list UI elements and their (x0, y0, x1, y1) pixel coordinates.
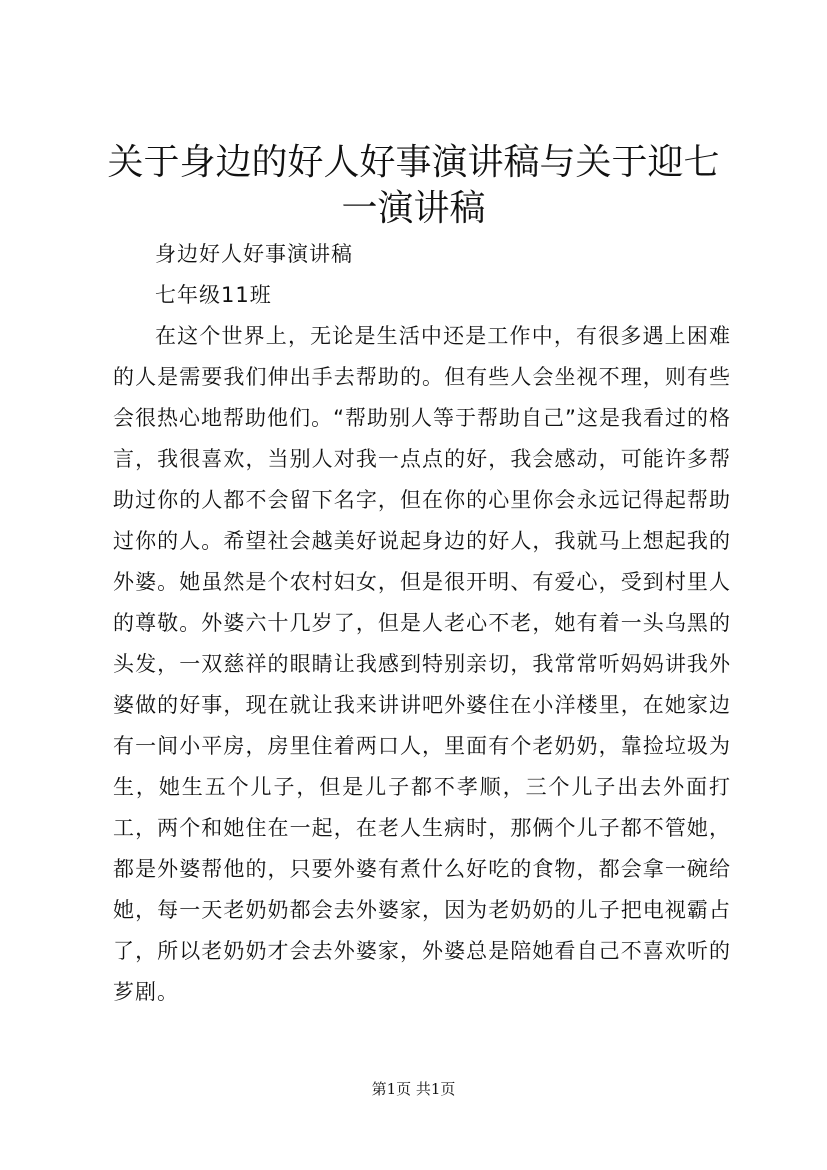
page-footer: 第1页 共1页 (371, 1080, 456, 1098)
paragraph-subtitle: 身边好人好事演讲稿 (155, 242, 353, 266)
document-body (113, 234, 731, 1013)
paragraph-main: 在这个世界上，无论是生活中还是工作中，有很多遇上困难的人是需要我们伸出手去帮助的。但有些人会坐视不理，则有些会很热心地帮助他们。“帮助别人等于帮助自己”这是我看过的格言，我很喜欢，当别人对我一点点的好，我会感动，可能许多帮助过你的人都不会留下名字，但在你的心里你会永远记得起帮助过你的人。希望社会越美好说起身边的好人，我就马上想起我的外婆。她虽然是个农村妇女，但是很开明、有爱心，受到村里人的尊敬。外婆六十几岁了，但是人老心不老，她有着一头乌黑的头发，一双慈祥的眼睛让我感到特别亲切，我常常听妈妈讲我外婆做的好事，现在就让我来讲讲吧外婆住在小洋楼里，在她家边有一间小平房，房里住着两口人，里面有个老奶奶，靠捡垃圾为生，她生五个儿子，但是儿子都不孝顺，三个儿子出去外面打工，两个和她住在一起，在老人生病时，那俩个儿子都不管她，都是外婆帮他的，只要外婆有煮什么好吃的食物，都会拿一碗给她，每一天老奶奶都会去外婆家，因为老奶奶的儿子把电视霸占了，所以老奶奶才会去外婆家，外婆总是陪她看自己不喜欢听的芗剧。 (113, 324, 731, 1004)
document-title: 关于身边的好人好事演讲稿与关于迎七一演讲稿 (107, 142, 720, 229)
paragraph-class: 七年级11班 (155, 283, 272, 307)
